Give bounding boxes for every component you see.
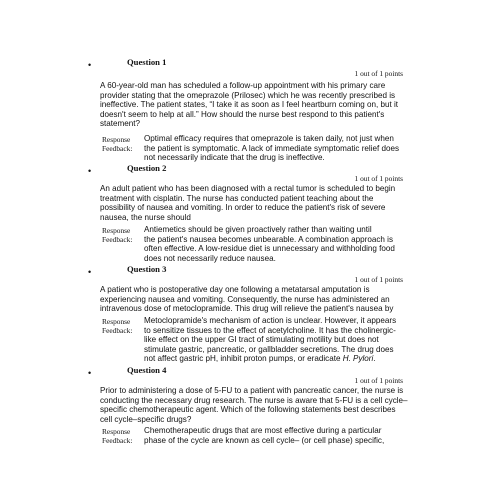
question-title: Question 2 bbox=[127, 163, 167, 173]
question-title: Question 4 bbox=[127, 365, 167, 375]
question-points: 1 out of 1 points bbox=[354, 174, 403, 183]
question-points: 1 out of 1 points bbox=[354, 69, 403, 78]
response-feedback-text: Antiemetics should be given proactively rather than waiting until the patient's nausea becomes unbearable. A combination approach is often effective. A low-residue diet is unnecessary and withholding food does not necessarily reduce nausea. bbox=[144, 225, 395, 263]
question-points: 1 out of 1 points bbox=[354, 376, 403, 385]
bullet: • bbox=[88, 60, 92, 70]
response-feedback-text: Chemotherapeutic drugs that are most effective during a particular phase of the cycle are known as cell cycle– (or cell phase) specific, bbox=[144, 426, 385, 445]
question-text: A patient who is postoperative day one following a metatarsal amputation is experiencing nausea and vomiting. Consequently, the nurse has administered an intravenous dose of metoclopramide. This drug will relieve the patient's nausea by bbox=[100, 285, 394, 314]
bullet: • bbox=[88, 368, 92, 378]
question-text: Prior to administering a dose of 5-FU to a patient with pancreatic cancer, the nurse is conducting the necessary drug research. The nurse is aware that 5-FU is a cell cycle– specific chemotherapeutic agent. Which of the following statements best describes cell cycle–specific drugs? bbox=[100, 386, 408, 424]
question-title: Question 1 bbox=[127, 57, 167, 67]
response-feedback-label: Response Feedback: bbox=[102, 427, 133, 446]
bullet: • bbox=[88, 267, 92, 277]
question-text: A 60-year-old man has scheduled a follow-up appointment with his primary care provider stating that the omeprazole (Prilosec) which he was recently prescribed is ineffective. The patient states, “I take it as soon as I feel heartburn coming on, but it doesn't seem to help at all.” How should the nurse best respond to this patient's statement? bbox=[100, 81, 398, 129]
response-feedback-label: Response Feedback: bbox=[102, 135, 133, 154]
response-feedback-label: Response Feedback: bbox=[102, 317, 133, 336]
response-feedback-text: Optimal efficacy requires that omeprazole is taken daily, not just when the patient is symptomatic. A lack of immediate symptomatic relief does not necessarily indicate that the drug is ineffective. bbox=[144, 134, 400, 163]
response-feedback-text: Metoclopramide's mechanism of action is unclear. However, it appears to sensitize tissues to the effect of acetylcholine. It has the cholinergic- like effect on the upper GI tract of stimulating motility but does not stimulate gastric, pancreatic, or gallbladder secretions. The drug does not affect gastric pH, inhibit proton pumps, or eradicate H. Pylori. bbox=[144, 316, 397, 364]
question-title: Question 3 bbox=[127, 264, 167, 274]
question-points: 1 out of 1 points bbox=[354, 275, 403, 284]
bullet: • bbox=[88, 166, 92, 176]
italic-term: H. Pylori bbox=[342, 354, 374, 364]
response-feedback-label: Response Feedback: bbox=[102, 226, 133, 245]
question-text: An adult patient who has been diagnosed with a rectal tumor is scheduled to begin treatment with cisplatin. The nurse has conducted patient teaching about the possibility of nausea and vomiting. In order to reduce the patient's risk of severe nausea, the nurse should bbox=[100, 184, 396, 222]
